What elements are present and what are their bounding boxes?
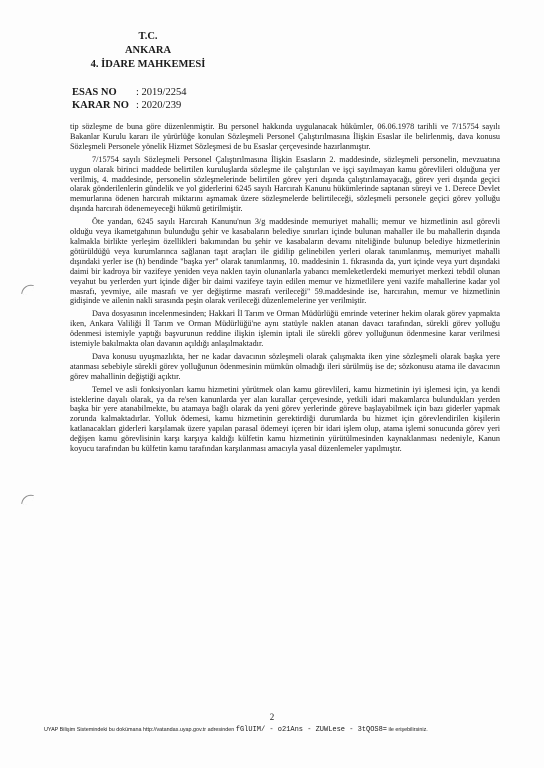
esas-no-row — [72, 86, 186, 99]
esas-no-label: ESAS NO — [72, 87, 117, 98]
paragraph: Dava dosyasının incelenmesinden; Hakkari İl Tarım ve Orman Müdürlüğü emrinde veteriner hekim olarak görev yapmakta iken, Ankara Valiliği İl Tarım ve Orman Müdürlüğü'ne aynı statüyle naklen atanan davacı tarafından, sürekli görev yolluğu ödenmesi istemiyle yaptığı başvurunun reddine ilişkin işlemin iptali ile sürekli görev yolluğunun ödenmesine karar verilmesi istemiyle bakılmakta olan davanın açıldığı anlaşılmaktadır. — [70, 309, 500, 349]
header-city: ANKARA — [124, 45, 172, 56]
karar-no-value: : 2020/239 — [136, 100, 182, 111]
esas-no-value: : 2019/2254 — [136, 87, 187, 98]
paragraph: tip sözleşme de buna göre düzenlenmiştir. Bu personel hakkında uygulanacak hükümler, 06.06.1978 tarihli ve 7/15754 sayılı Bakanlar Kurulu kararı ile yürürlüğe konulan Sözleşmeli Personel Çalıştırılmasına İlişkin Esaslar ile belirlenmiş, dava konusu Sözleşmeli Personele yönelik Hizmet Sözleşmesi de bu Esaslar çerçevesinde hazırlanmıştır. — [70, 122, 500, 151]
footer-text: UYAP Bilişim Sistemindeki bu dokümana http://vatandas.uyap.gov.tr adresinden — [44, 727, 235, 733]
header-court: 4. İDARE MAHKEMESİ — [90, 59, 206, 70]
paragraph: Öte yandan, 6245 sayılı Harcırah Kanunu'nun 3/g maddesinde memuriyet mahalli; memur ve hizmetlinin asıl görevli olduğu veya ikametgahının bulunduğu şehir ve kasabaların belediye sınırları içinde bulunan mahaller ile bu mahallerin dışında kalmakla birlikte yerleşim özellikleri bakımından bu şehir ve kasabaların devamı niteliğinde bulunup belediye hizmetlerinin götürüldüğü veya kurumlarınca sağlanan taşıt araçları ile gidilip gelinebilen yerleri olarak tanımlanmış, memuriyet mahalli dışındaki yerler ise (h) bendinde "başka yer" olarak tanımlanmış, 10. maddesinin 1. fıkrasında da, yurt içinde veya yurt dışındaki daimi bir kadroya bir vazifeye yeniden veya naklen tayin olunanlarla yabancı memleketlerdeki memuriyet merkezi tebdil olunan veyahut bu yerlerden yurt içinde diğer bir daimi vazifeye tayin edilen memur ve hizmetlilere yeni vazife mahallerine kadar yol masrafı, yevmiye, aile masrafı ve yer değiştirme masrafı verileceği" 59.maddesinde ise, harcırahın, memur ve hizmetlinin gidişinde ve ailenin nakli sırasında peşin olarak verileceği düzenlemelerine yer verilmiştir. — [70, 217, 500, 306]
hole-punch-mark — [21, 493, 34, 506]
header-tc: T.C. — [138, 31, 158, 42]
karar-no-row — [72, 99, 181, 112]
paragraph: Temel ve asli fonksiyonları kamu hizmetini yürütmek olan kamu görevlileri, kamu hizmetinin iyi işlemesi için, ya kendi isteklerine dayalı olarak, ya da re'sen kanunlarda yer alan kurallar çerçevesinde, yetkili idari makamlarca bulundukları yerden başka bir yere atanabilmekte, bu atamaya bağlı olarak da yeni görev yerlerinde göreve başlayabilmek için bazı giderler yapmak zorunda kalmaktadırlar. Yolluk ödemesi, kamu hizmetinin gerektirdiği durumlarda bu hizmet için görevlendirilen kişilerin katlanacakları giderleri karşılamak üzere yapılan parasal ödemeyi içeren bir idari işlem olup, atama işlemi sonucunda görev yeri değişen kamu görevlisinin karşı karşıya kaldığı külfetin kamu hizmetinin yürütülmesinden kaynaklanması nedeniyle, Kanun koyucu tarafından bu külfetin kamu tarafından karşılanması amacıyla yasal düzenlemeler yapılmıştır. — [70, 384, 500, 454]
paragraph: Dava konusu uyuşmazlıkta, her ne kadar davacının sözleşmeli olarak çalışmakta iken yine sözleşmeli olarak başka yere atanması sebebiyle sürekli görev yolluğunun ödenmesinin mümkün olmadığı ileri sürülmüş ise de; sözkonusu atama ile davacının görev mahallinin değiştiği açıktır. — [70, 351, 500, 381]
footer-suffix: ile erişebilirsiniz. — [388, 727, 428, 733]
document-body — [70, 122, 500, 457]
footer — [44, 726, 428, 734]
paragraph: 7/15754 sayılı Sözleşmeli Personel Çalıştırılmasına İlişkin Esasların 2. maddesinde, sözleşmeli personelin, mevzuatına uygun olarak birinci maddede belirtilen kuruluşlarda sözleşme ile çalıştırılan ve işçi sayılmayan kamu görevlileri olduğuna yer verilmiş, 4. maddesinde, personelin sözleşmelerinde belirtilen görev yeri dışında çalıştırılamayacağı, görev yeri dışında geçici olarak gönderilenlerin gündelik ve yol giderlerini 6245 sayılı Harcırah Kanunu hükümlerinde saptanan süreyi ve 1. Derece Devlet memurlarına ödenen harcırah miktarını aşmamak üzere sözleşmelerde belirtileceği, sözleşmeli personele geçici görev yolluğu dışında harcırah ödenemeyeceği hükmü getirilmiştir. — [70, 154, 500, 214]
footer-access-code: fGlUIM/ - o21Ans - ZUWLese - 3tQOS8= — [235, 726, 388, 734]
hole-punch-mark — [21, 283, 34, 296]
karar-no-label: KARAR NO — [72, 100, 129, 111]
page-number: 2 — [269, 712, 275, 722]
